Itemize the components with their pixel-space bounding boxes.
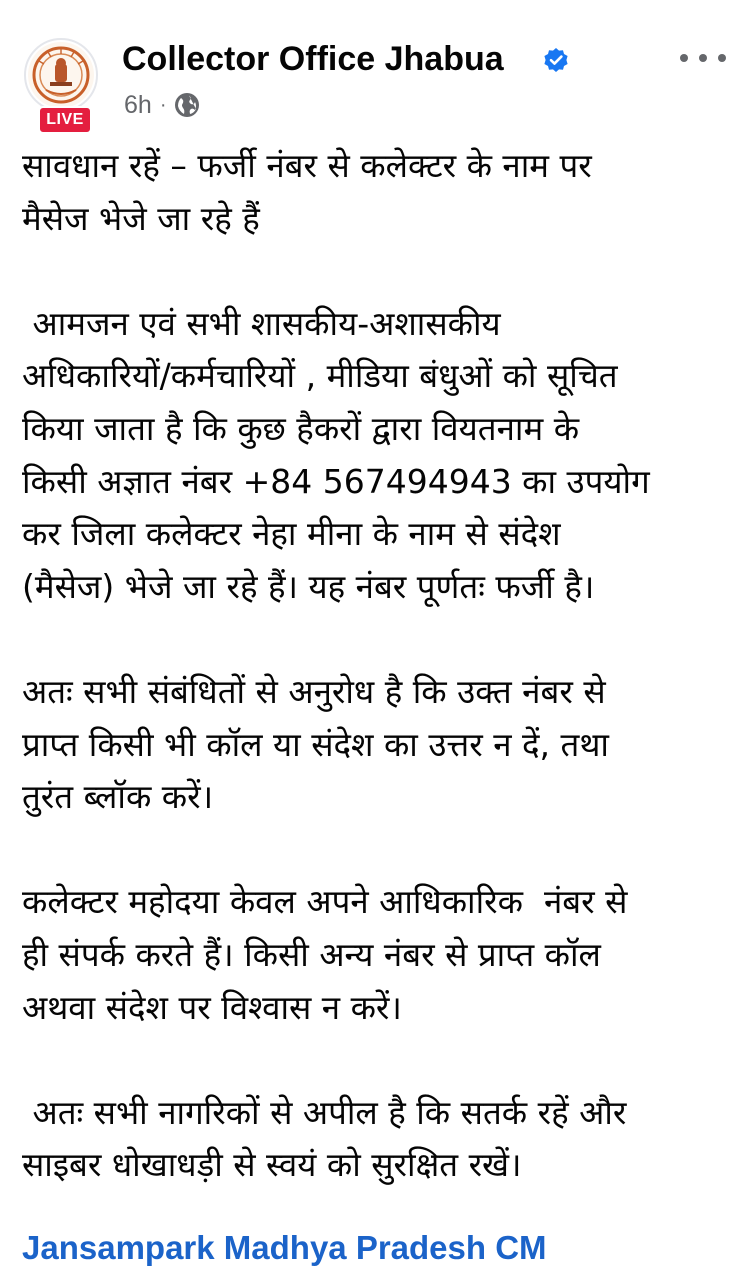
post-timestamp[interactable]: 6h (124, 90, 152, 119)
post-body (22, 140, 730, 1192)
more-options-icon (680, 54, 688, 62)
post-line: किया जाता है कि कुछ हैकरों द्वारा वियतनाम के (22, 408, 580, 448)
mp-emblem-icon (26, 40, 96, 110)
paragraph-gap (22, 245, 730, 298)
post-line: कलेक्टर महोदया केवल अपने आधिकारिक नंबर से (22, 882, 628, 922)
post-line: ही संपर्क करते हैं। किसी अन्य नंबर से प्राप्त कॉल (22, 934, 601, 974)
post-line: कर जिला कलेक्टर नेहा मीना के नाम से संदेश (22, 514, 561, 554)
meta-separator: · (159, 93, 167, 116)
verified-badge-icon (543, 47, 569, 73)
more-options-button[interactable] (680, 46, 726, 70)
post-line: मैसेज भेजे जा रहे हैं (22, 198, 260, 238)
post-line: साइबर धोखाधड़ी से स्वयं को सुरक्षित रखें। (22, 1145, 522, 1185)
post-meta (124, 88, 200, 122)
post-line: प्राप्त किसी भी कॉल या संदेश का उत्तर न दें, तथा (22, 724, 609, 764)
globe-icon[interactable] (174, 92, 200, 118)
post-header (0, 0, 746, 130)
paragraph-gap (22, 613, 730, 666)
paragraph-gap (22, 824, 730, 877)
post-line: अधिकारियों/कर्मचारियों , मीडिया बंधुओं को सूचित (22, 356, 618, 396)
post-line: तुरंत ब्लॉक करें। (22, 777, 214, 817)
post-line: अथवा संदेश पर विश्वास न करें। (22, 987, 402, 1027)
post-line: अतः सभी नागरिकों से अपील है कि सतर्क रहें और (22, 1092, 627, 1132)
post-line: सावधान रहें – फर्जी नंबर से कलेक्टर के नाम पर (22, 146, 592, 185)
post-line: अतः सभी संबंधितों से अनुरोध है कि उक्त नंबर से (22, 671, 606, 711)
page-name-link[interactable]: Collector Office Jhabua (122, 40, 504, 78)
paragraph-gap (22, 1034, 730, 1087)
live-badge: LIVE (38, 106, 92, 134)
post-line: किसी अज्ञात नंबर +84 567494943 का उपयोग (22, 461, 650, 501)
more-options-icon (699, 54, 707, 62)
post-line: आमजन एवं सभी शासकीय-अशासकीय (22, 303, 501, 343)
post-line: (मैसेज) भेजे जा रहे हैं। यह नंबर पूर्णतः फर्जी है। (22, 566, 595, 606)
page-avatar[interactable] (24, 38, 98, 112)
more-options-icon (718, 54, 726, 62)
hashtag-link[interactable]: Jansampark Madhya Pradesh CM (22, 1229, 547, 1266)
